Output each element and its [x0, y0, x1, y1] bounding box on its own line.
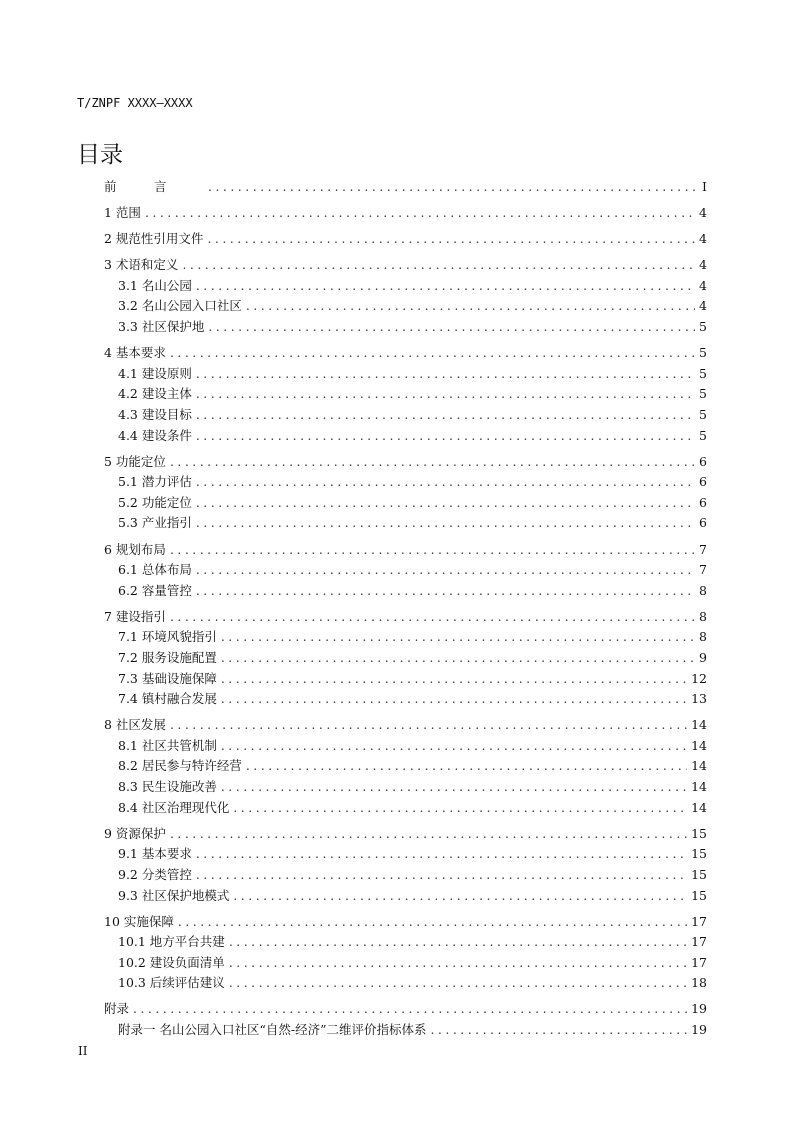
toc-entry[interactable] [104, 317, 707, 338]
toc-entry-page: 13 [691, 691, 707, 707]
page-number: II [78, 1044, 88, 1058]
toc-entry-label: 3 术语和定义 [104, 257, 179, 273]
toc-entry[interactable] [104, 276, 707, 297]
dot-leader [170, 452, 695, 473]
toc-entry-page: 4 [699, 205, 707, 221]
toc-entry-label: 7.4 镇村融合发展 [118, 691, 217, 707]
toc-entry[interactable] [104, 177, 707, 198]
toc-entry-page: 18 [691, 975, 707, 991]
toc-entry-page: 15 [691, 866, 707, 882]
toc-entry-page: 19 [691, 1001, 707, 1017]
toc-entry-page: 4 [699, 277, 707, 293]
dot-leader [196, 472, 695, 493]
toc-entry-page: 7 [699, 541, 707, 557]
toc-entry-label: 10.2 建设负面清单 [118, 954, 225, 970]
toc-entry[interactable] [104, 756, 707, 777]
toc-entry-label: 5.2 功能定位 [118, 494, 192, 510]
toc-entry[interactable] [104, 648, 707, 669]
toc-entry-label: 9.2 分类管控 [118, 866, 192, 882]
toc-entry-label: 1 范围 [104, 205, 141, 221]
dot-leader [170, 343, 695, 364]
toc-entry-label: 10 实施保障 [104, 913, 174, 929]
toc-entry-label: 4.1 建设原则 [118, 365, 192, 381]
toc-entry-page: 6 [699, 515, 707, 531]
dot-leader [170, 824, 687, 845]
toc-entry-label: 8.1 社区共管机制 [118, 737, 217, 753]
toc-entry[interactable] [104, 824, 707, 845]
dot-leader [221, 627, 695, 648]
toc-entry-page: 8 [699, 608, 707, 624]
dot-leader [170, 540, 695, 561]
toc-entry-label: 4.4 建设条件 [118, 427, 192, 443]
toc-entry-page: 15 [691, 846, 707, 862]
dot-leader [430, 1020, 687, 1041]
toc-entry-page: 8 [699, 629, 707, 645]
toc-entry-page: 7 [699, 562, 707, 578]
toc-entry-label: 5.1 潜力评估 [118, 474, 192, 490]
toc-entry[interactable] [104, 343, 707, 364]
dot-leader [196, 844, 687, 865]
dot-leader [221, 648, 695, 669]
toc-entry-page: 6 [699, 474, 707, 490]
toc-entry-page: 14 [691, 758, 707, 774]
toc-entry[interactable] [104, 229, 707, 250]
toc-entry[interactable] [104, 384, 707, 405]
toc-entry[interactable] [104, 581, 707, 602]
toc-entry[interactable] [104, 255, 707, 276]
toc-entry-label: 5 功能定位 [104, 453, 166, 469]
toc-entry-label: 6 规划布局 [104, 541, 166, 557]
toc-entry-page: 6 [699, 494, 707, 510]
toc-entry[interactable] [104, 844, 707, 865]
dot-leader [207, 229, 695, 250]
toc-entry-label: 2 规范性引用文件 [104, 231, 204, 247]
dot-leader [182, 255, 695, 276]
dot-leader [196, 364, 695, 385]
toc-entry-label: 前 言 [104, 179, 205, 194]
toc-entry-label: 9.3 社区保护地模式 [118, 887, 230, 903]
toc-entry-page: 19 [691, 1022, 707, 1038]
toc-entry[interactable] [104, 798, 707, 819]
dot-leader [196, 493, 695, 514]
toc-entry[interactable] [104, 999, 707, 1020]
toc-entry-label: 4.2 建设主体 [118, 386, 192, 402]
dot-leader [170, 607, 695, 628]
toc-entry-label: 7.3 基础设施保障 [118, 670, 217, 686]
toc-entry-label: 5.3 产业指引 [118, 515, 192, 531]
dot-leader [196, 426, 695, 447]
toc-entry-label: 3.3 社区保护地 [118, 319, 205, 335]
toc-entry-label: 10.1 地方平台共建 [118, 934, 225, 950]
dot-leader [208, 317, 695, 338]
toc-entry[interactable] [104, 932, 707, 953]
dot-leader [229, 932, 687, 953]
toc-entry-label: 7 建设指引 [104, 608, 166, 624]
toc-entry[interactable] [104, 912, 707, 933]
dot-leader [221, 669, 687, 690]
toc-entry[interactable] [104, 296, 707, 317]
dot-leader [196, 405, 695, 426]
page-title: 目录 [77, 142, 123, 168]
toc-entry[interactable] [104, 452, 707, 473]
dot-leader [229, 953, 687, 974]
document-code: T/ZNPF XXXX—XXXX [77, 96, 193, 110]
toc-entry[interactable] [104, 1020, 707, 1041]
dot-leader [221, 736, 687, 757]
toc-entry[interactable] [104, 736, 707, 757]
table-of-contents [104, 177, 707, 1041]
toc-entry[interactable] [104, 689, 707, 710]
toc-entry[interactable] [104, 405, 707, 426]
dot-leader [196, 513, 695, 534]
dot-leader [221, 777, 687, 798]
toc-entry-page: 4 [699, 231, 707, 247]
toc-entry-label: 4.3 建设目标 [118, 406, 192, 422]
toc-entry-page: I [702, 179, 707, 194]
toc-entry-page: 9 [699, 649, 707, 665]
toc-entry-label: 8.3 民生设施改善 [118, 779, 217, 795]
dot-leader [196, 384, 695, 405]
toc-entry-page: 12 [691, 670, 707, 686]
dot-leader [246, 756, 687, 777]
dot-leader [196, 581, 695, 602]
toc-entry[interactable] [104, 513, 707, 534]
toc-entry[interactable] [104, 953, 707, 974]
toc-entry-page: 4 [699, 257, 707, 273]
toc-entry-label: 附录 [104, 1001, 130, 1017]
toc-entry-page: 4 [699, 298, 707, 314]
toc-entry-label: 10.3 后续评估建议 [118, 975, 225, 991]
toc-entry[interactable] [104, 493, 707, 514]
toc-entry-page: 6 [699, 453, 707, 469]
toc-entry-page: 5 [699, 365, 707, 381]
toc-entry-label: 9.1 基本要求 [118, 846, 192, 862]
dot-leader [178, 912, 687, 933]
toc-entry-page: 14 [691, 799, 707, 815]
dot-leader [246, 296, 695, 317]
toc-entry-label: 8 社区发展 [104, 717, 166, 733]
toc-entry-label: 8.2 居民参与特许经营 [118, 758, 242, 774]
dot-leader [196, 276, 695, 297]
toc-entry[interactable] [104, 973, 707, 994]
toc-entry-page: 5 [699, 345, 707, 361]
dot-leader [208, 177, 698, 198]
toc-entry[interactable] [104, 669, 707, 690]
toc-entry-page: 15 [691, 825, 707, 841]
dot-leader [145, 203, 695, 224]
toc-entry[interactable] [104, 364, 707, 385]
dot-leader [233, 798, 687, 819]
toc-entry[interactable] [104, 426, 707, 447]
toc-entry-page: 5 [699, 406, 707, 422]
toc-entry-page: 17 [691, 934, 707, 950]
toc-entry-label: 6.2 容量管控 [118, 582, 192, 598]
toc-entry-label: 6.1 总体布局 [118, 562, 192, 578]
toc-entry[interactable] [104, 472, 707, 493]
toc-entry[interactable] [104, 865, 707, 886]
toc-entry-label: 3.1 名山公园 [118, 277, 192, 293]
toc-entry-page: 14 [691, 737, 707, 753]
toc-entry-label: 9 资源保护 [104, 825, 166, 841]
toc-entry[interactable] [104, 886, 707, 907]
toc-entry-page: 14 [691, 717, 707, 733]
toc-entry-page: 8 [699, 582, 707, 598]
dot-leader [170, 715, 687, 736]
toc-entry-page: 5 [699, 386, 707, 402]
toc-entry-page: 17 [691, 913, 707, 929]
toc-entry[interactable] [104, 560, 707, 581]
dot-leader [133, 999, 687, 1020]
toc-entry-page: 15 [691, 887, 707, 903]
toc-entry-page: 5 [699, 319, 707, 335]
dot-leader [233, 886, 687, 907]
toc-entry-page: 5 [699, 427, 707, 443]
toc-entry-page: 17 [691, 954, 707, 970]
dot-leader [196, 560, 695, 581]
toc-entry-label: 7.2 服务设施配置 [118, 649, 217, 665]
toc-entry-label: 4 基本要求 [104, 345, 166, 361]
toc-entry[interactable] [104, 715, 707, 736]
toc-entry-label: 附录一 名山公园入口社区“自然-经济”二维评价指标体系 [118, 1022, 427, 1038]
dot-leader [196, 865, 687, 886]
dot-leader [229, 973, 687, 994]
toc-entry[interactable] [104, 540, 707, 561]
toc-entry[interactable] [104, 607, 707, 628]
toc-entry[interactable] [104, 777, 707, 798]
toc-entry-label: 7.1 环境风貌指引 [118, 629, 217, 645]
toc-entry-label: 8.4 社区治理现代化 [118, 799, 230, 815]
toc-entry-label: 3.2 名山公园入口社区 [118, 298, 242, 314]
toc-entry[interactable] [104, 627, 707, 648]
toc-entry-page: 14 [691, 779, 707, 795]
toc-entry[interactable] [104, 203, 707, 224]
dot-leader [221, 689, 687, 710]
